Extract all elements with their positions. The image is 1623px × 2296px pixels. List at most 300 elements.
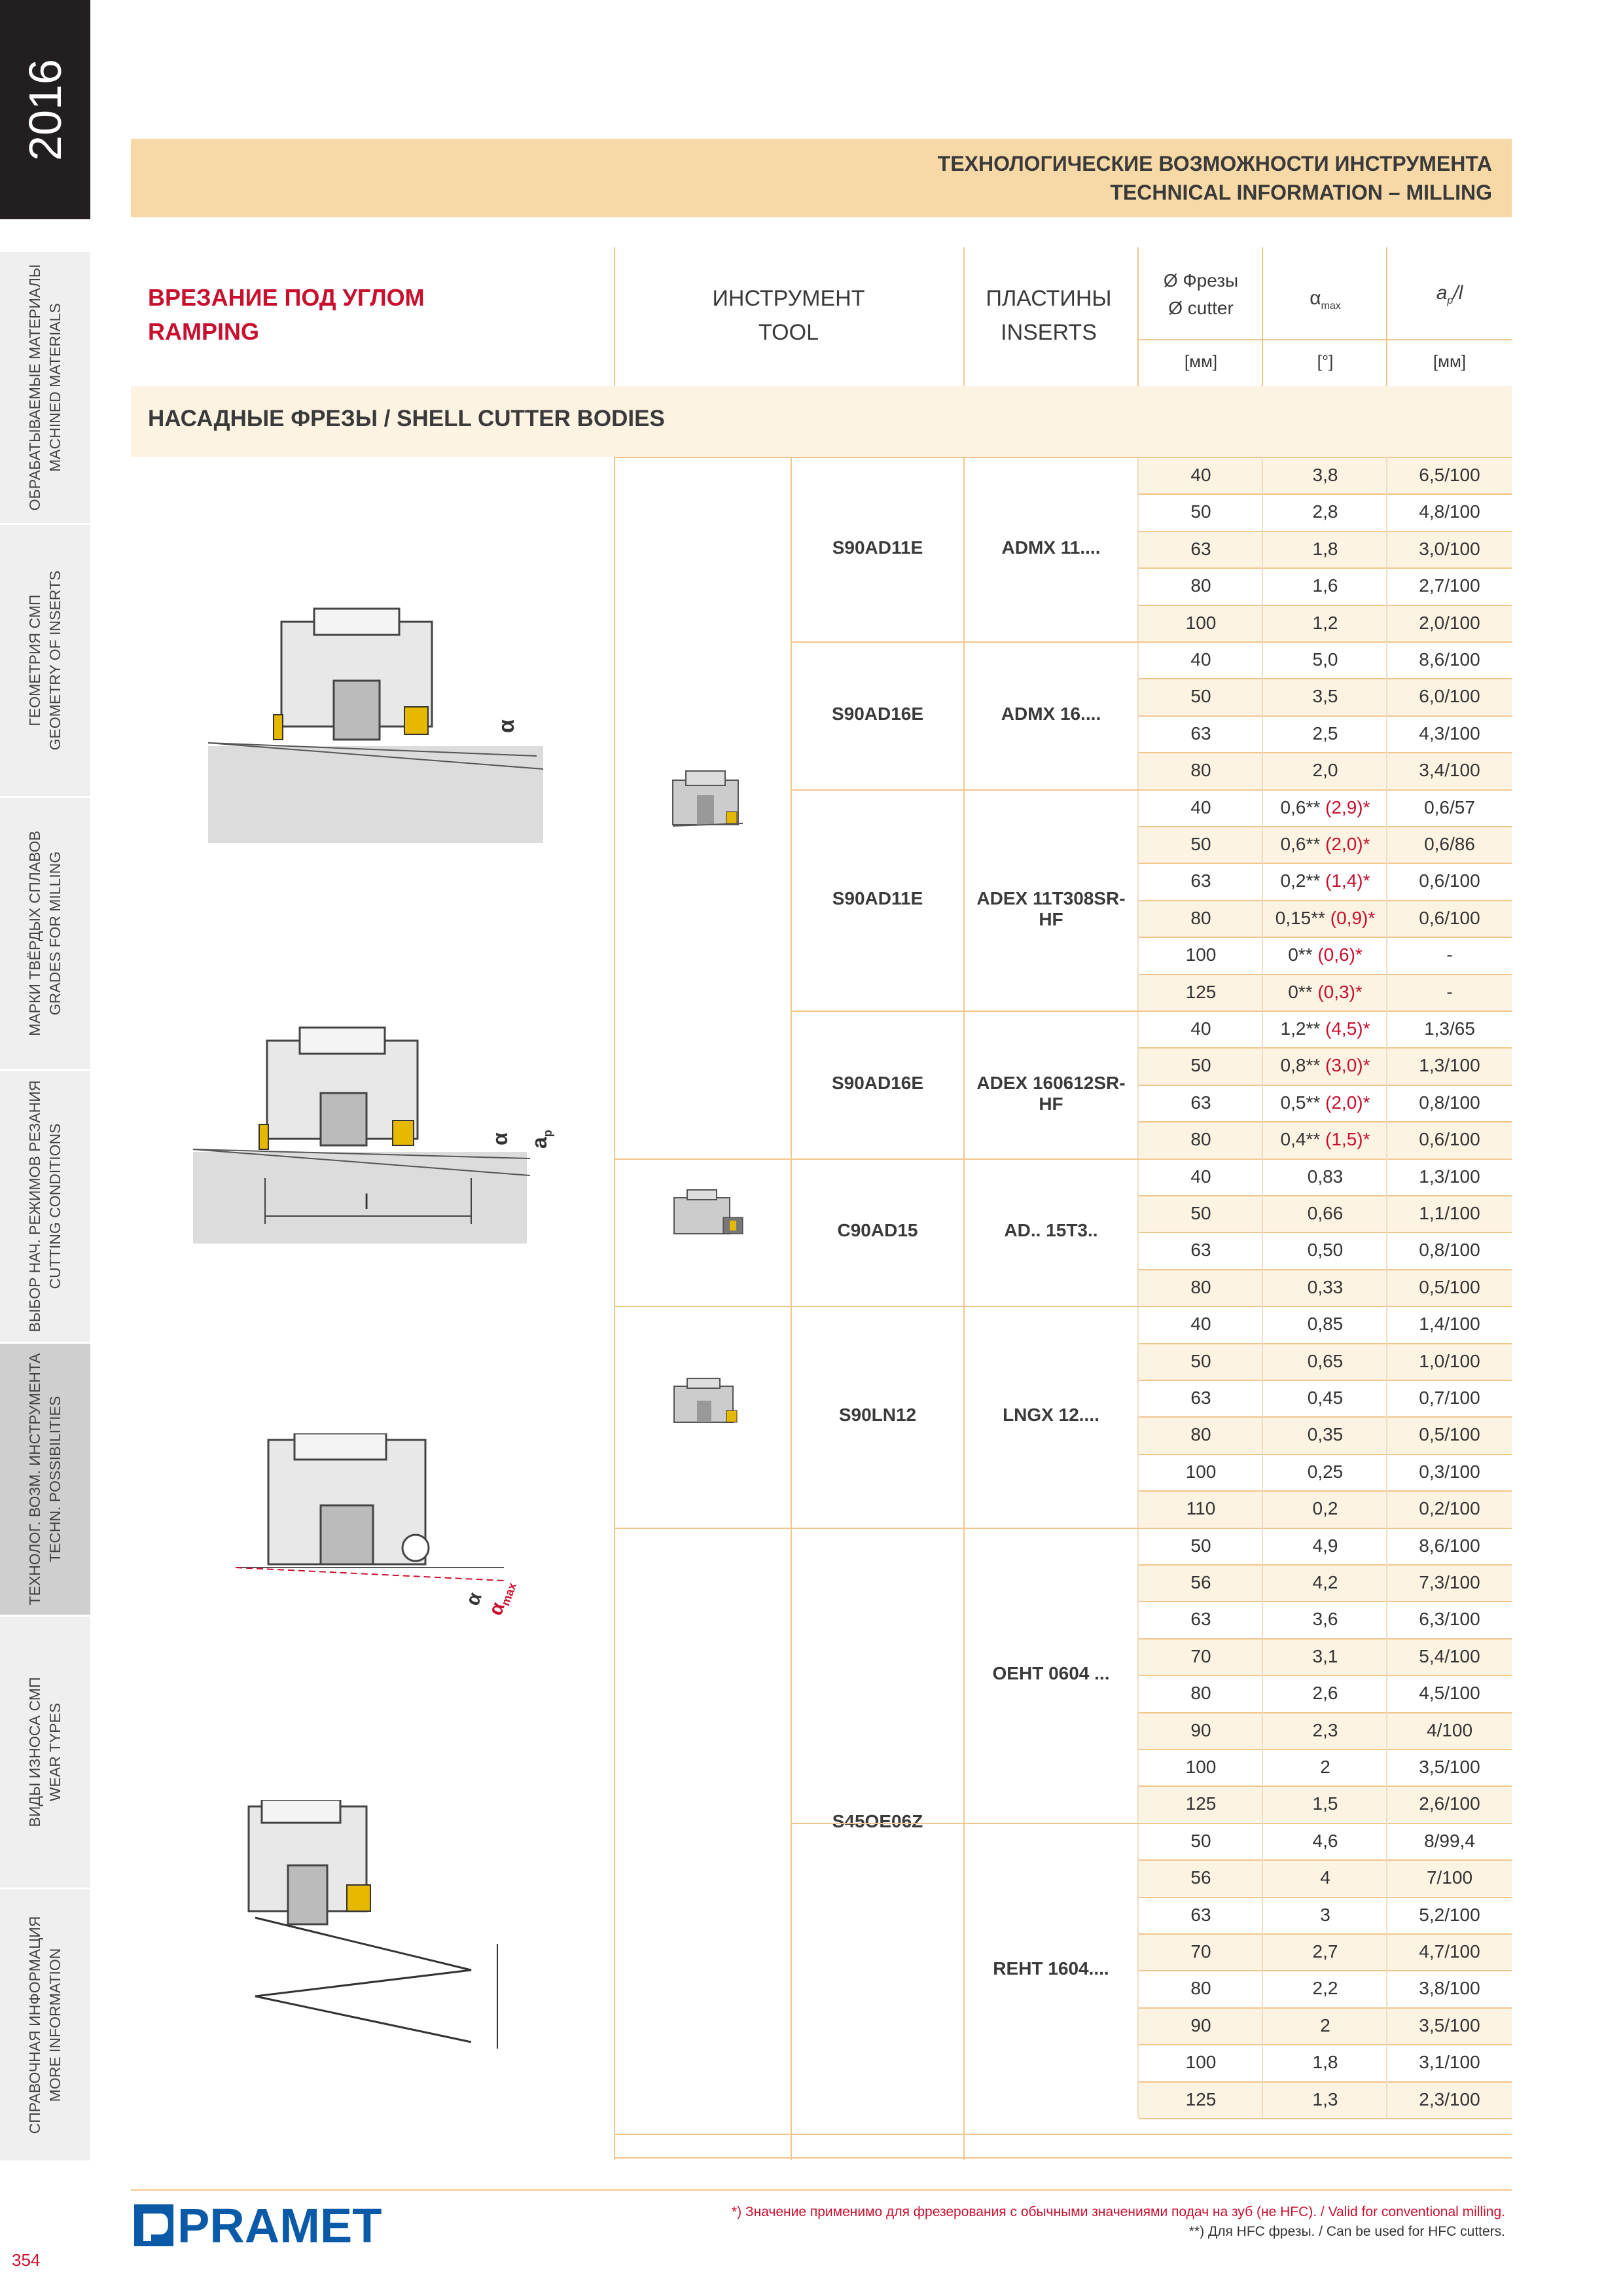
alpha-value: 2 xyxy=(1320,1757,1330,1777)
cell-diameter: 70 xyxy=(1190,1941,1211,1962)
cell-ap-l: 0,6/100 xyxy=(1419,870,1480,891)
alpha-value: 0,6** xyxy=(1280,797,1326,817)
grid-line xyxy=(1139,2118,1512,2119)
cell-ap-l: 0,3/100 xyxy=(1419,1461,1480,1482)
cell-ap-l: 4,7/100 xyxy=(1419,1941,1480,1962)
header-band xyxy=(131,139,1512,217)
tab-label-ru: ВЫБОР НАЧ. РЕЖИМОВ РЕЗАНИЯ xyxy=(26,1080,43,1333)
alpha-value: 2 xyxy=(1320,2015,1330,2036)
grid-line xyxy=(792,789,1139,791)
grid-line xyxy=(1139,2081,1512,2083)
cell-ap-l: - xyxy=(1446,981,1453,1002)
ramping-diagram-1 xyxy=(196,602,563,851)
alpha-value: 1,6 xyxy=(1312,575,1338,596)
grid-line xyxy=(1139,339,1512,340)
cell-alpha xyxy=(1263,1416,1387,1453)
cell-alpha xyxy=(1263,715,1387,752)
cell-diameter: 50 xyxy=(1190,834,1211,854)
grid-line xyxy=(1139,1785,1512,1787)
cell-diameter: 63 xyxy=(1190,870,1211,891)
cell-ap-l: 7,3/100 xyxy=(1419,1572,1480,1592)
alpha-value: 3,1 xyxy=(1312,1645,1338,1666)
ap-symbol: a xyxy=(1436,282,1448,304)
table-row xyxy=(1139,863,1512,899)
cell-diameter: 40 xyxy=(1190,797,1211,817)
cell-diameter: 80 xyxy=(1190,1978,1211,1999)
grid-line xyxy=(792,1158,1139,1160)
table-row xyxy=(1139,1047,1512,1084)
table-row xyxy=(1139,641,1512,678)
cell-diameter: 50 xyxy=(1190,1055,1211,1076)
grid-line xyxy=(1386,247,1387,386)
cell-alpha xyxy=(1263,1749,1387,1785)
cell-diameter: 56 xyxy=(1190,1867,1211,1888)
cell-alpha xyxy=(1263,1785,1387,1822)
cell-diameter: 63 xyxy=(1190,1240,1211,1261)
grid-line xyxy=(1139,1195,1512,1196)
alpha-value: 0,35 xyxy=(1307,1424,1344,1445)
grid-line xyxy=(614,2134,1512,2135)
cell-diameter: 63 xyxy=(1190,1388,1211,1408)
unit-alpha: [°] xyxy=(1317,351,1334,371)
alpha-value: 0,66 xyxy=(1307,1203,1344,1223)
alpha-value: 0,15** xyxy=(1275,907,1330,928)
grid-line xyxy=(1139,1490,1512,1492)
table-row xyxy=(1139,1306,1512,1342)
table-row xyxy=(1139,752,1512,789)
cell-alpha xyxy=(1263,1638,1387,1675)
cell-alpha xyxy=(1263,457,1387,493)
cell-ap-l: 3,4/100 xyxy=(1419,760,1480,781)
cell-alpha xyxy=(1263,974,1387,1011)
cell-diameter: 80 xyxy=(1190,1424,1211,1445)
table-row xyxy=(1139,1823,1512,1859)
cell-alpha xyxy=(1263,2007,1387,2044)
grid-line xyxy=(1139,1897,1512,1898)
table-row xyxy=(1139,1638,1512,1675)
grid-line xyxy=(1262,457,1263,2118)
table-row xyxy=(1139,1232,1512,1268)
grid-line xyxy=(1139,1528,1512,1529)
grid-line xyxy=(1139,1601,1512,1602)
diagram-label-alpha-3: α xyxy=(461,1589,486,1609)
alpha-symbol: α xyxy=(1310,287,1321,309)
tab-label-ru: ОБРАБАТЫВАЕМЫЕ МАТЕРИАЛЫ xyxy=(26,264,43,511)
tab-label-ru: ГЕОМЕТРИЯ СМП xyxy=(26,594,43,726)
col-head-inserts-en: INSERTS xyxy=(1001,320,1097,345)
cell-diameter: 63 xyxy=(1190,538,1211,559)
grid-line xyxy=(1386,457,1387,2118)
cell-ap-l: 3,8/100 xyxy=(1419,1978,1480,1999)
cell-diameter: 100 xyxy=(1185,2052,1217,2073)
tab-label-ru: ТЕХНОЛОГ. ВОЗМ. ИНСТРУМЕНТА xyxy=(26,1353,43,1605)
cell-ap-l: 1,4/100 xyxy=(1419,1314,1480,1335)
diagram-label-alpha-max xyxy=(485,1577,519,1619)
table-row xyxy=(1139,1712,1512,1749)
cell-alpha xyxy=(1263,1712,1387,1749)
cell-alpha xyxy=(1263,863,1387,899)
grid-line xyxy=(1139,1859,1512,1861)
cell-alpha xyxy=(1263,641,1387,678)
grid-line xyxy=(1139,1675,1512,1676)
table-row xyxy=(1139,1085,1512,1121)
cell-ap-l: 1,3/65 xyxy=(1424,1018,1475,1039)
cell-alpha xyxy=(1263,1933,1387,1970)
grid-line xyxy=(615,1528,792,1529)
ramping-diagram-4 xyxy=(223,1800,530,2049)
grid-line xyxy=(792,1528,1139,1529)
cell-diameter: 40 xyxy=(1190,1166,1211,1187)
group-insert: AD.. 15T3.. xyxy=(1004,1220,1098,1241)
sidebar-tab-materials[interactable] xyxy=(0,252,90,523)
grid-line xyxy=(1139,457,1512,458)
cell-ap-l: 0,6/100 xyxy=(1419,1129,1480,1150)
alpha-conventional-value: (0,3)* xyxy=(1317,981,1363,1002)
alpha-value: 2,6 xyxy=(1312,1683,1338,1704)
grid-line xyxy=(1139,2044,1512,2045)
grid-line xyxy=(1139,2007,1512,2009)
cell-ap-l: 0,6/86 xyxy=(1424,834,1475,854)
alpha-value: 3,8 xyxy=(1312,465,1338,485)
cell-alpha xyxy=(1263,605,1387,641)
section-title-en: RAMPING xyxy=(148,318,259,345)
cell-ap-l: 3,5/100 xyxy=(1419,1757,1480,1777)
cell-ap-l: 6,3/100 xyxy=(1419,1609,1480,1630)
cell-ap-l: 8/99,4 xyxy=(1424,1830,1475,1851)
table-row xyxy=(1139,567,1512,604)
table-row xyxy=(1139,1195,1512,1232)
col-head-alpha xyxy=(1263,281,1387,323)
grid-line xyxy=(1139,1564,1512,1566)
alpha-value: 0** xyxy=(1288,981,1318,1002)
tab-label-en: GRADES FOR MILLING xyxy=(46,851,63,1016)
grid-line xyxy=(1139,900,1512,901)
cell-diameter: 80 xyxy=(1190,907,1211,928)
cell-diameter: 125 xyxy=(1185,981,1217,1002)
grid-line xyxy=(1262,247,1263,386)
grid-line xyxy=(615,457,792,458)
alpha-value: 1,2** xyxy=(1280,1018,1326,1039)
grid-line xyxy=(1139,1158,1512,1160)
grid-line xyxy=(1139,1970,1512,1971)
grid-line xyxy=(1139,1638,1512,1640)
cell-alpha xyxy=(1263,1897,1387,1933)
grid-line xyxy=(1139,1343,1512,1344)
group-insert: ADMX 11.... xyxy=(1001,537,1101,558)
cell-diameter: 80 xyxy=(1190,1129,1211,1150)
cell-ap-l: 1,3/100 xyxy=(1419,1166,1480,1187)
footer-rule xyxy=(131,2189,1512,2191)
cell-alpha xyxy=(1263,1675,1387,1712)
cell-ap-l: 5,4/100 xyxy=(1419,1645,1480,1666)
group-insert: ADEX 11T308SR-HF xyxy=(976,888,1126,929)
grid-line xyxy=(1139,1047,1512,1049)
cell-diameter: 56 xyxy=(1190,1572,1211,1592)
grid-line xyxy=(615,1306,792,1307)
cell-ap-l: 3,1/100 xyxy=(1419,2052,1480,2073)
table-row xyxy=(1139,1380,1512,1416)
cell-diameter: 50 xyxy=(1190,1203,1211,1223)
alpha-conventional-value: (0,6)* xyxy=(1317,944,1363,965)
cell-ap-l: 0,8/100 xyxy=(1419,1092,1480,1113)
cell-diameter: 100 xyxy=(1185,612,1217,633)
tab-label-ru: МАРКИ ТВЁРДЫХ СПЛАВОВ xyxy=(26,831,43,1036)
col-head-dia-en: Ø cutter xyxy=(1168,298,1234,318)
alpha-value: 0** xyxy=(1288,944,1318,965)
cell-ap-l: 1,1/100 xyxy=(1419,1203,1480,1223)
cell-diameter: 100 xyxy=(1185,1757,1217,1777)
grid-line xyxy=(1139,789,1512,791)
cell-diameter: 80 xyxy=(1190,1276,1211,1297)
grid-line xyxy=(1139,826,1512,827)
alpha-value: 4,2 xyxy=(1312,1572,1338,1592)
grid-line xyxy=(1139,567,1512,569)
alpha-value: 0,45 xyxy=(1307,1388,1344,1408)
table-row xyxy=(1139,2081,1512,2118)
sidebar-tab-wear-types[interactable] xyxy=(0,1617,90,1888)
grid-line xyxy=(614,2157,1512,2159)
cell-ap-l: 2,3/100 xyxy=(1419,2089,1480,2109)
unit-dia: [мм] xyxy=(1184,351,1218,371)
cell-diameter: 40 xyxy=(1190,465,1211,485)
cell-diameter: 125 xyxy=(1185,2089,1217,2109)
table-row xyxy=(1139,2007,1512,2044)
alpha-value: 1,2 xyxy=(1312,612,1338,633)
cell-ap-l: 3,0/100 xyxy=(1419,538,1480,559)
diagram-label-l: l xyxy=(364,1190,369,1213)
table-row xyxy=(1139,1933,1512,1970)
table-row xyxy=(1139,900,1512,937)
cell-alpha xyxy=(1263,1232,1387,1268)
alpha-value: 1,5 xyxy=(1312,1793,1338,1814)
grid-line xyxy=(1139,1011,1512,1012)
grid-line xyxy=(1137,457,1139,2118)
cell-ap-l: 6,0/100 xyxy=(1419,686,1480,707)
cell-ap-l: 3,5/100 xyxy=(1419,2015,1480,2036)
alpha-value: 2,2 xyxy=(1312,1978,1338,1999)
col-head-dia-ru: Ø Фрезы xyxy=(1163,270,1239,291)
grid-line xyxy=(614,247,615,386)
alpha-sub: max xyxy=(1321,300,1341,312)
group-insert: OEHT 0604 ... xyxy=(992,1663,1110,1684)
tool-thumbnail-s90ad xyxy=(661,766,753,841)
cell-ap-l: 8,6/100 xyxy=(1419,649,1480,670)
ap-sub-label: p xyxy=(541,1130,554,1138)
grid-line xyxy=(1139,863,1512,864)
table-row xyxy=(1139,1454,1512,1490)
cell-diameter: 100 xyxy=(1185,1461,1217,1482)
ap-rest: /l xyxy=(1453,282,1463,304)
cell-ap-l: 0,5/100 xyxy=(1419,1424,1480,1445)
col-head-tool-en: TOOL xyxy=(758,320,819,345)
alpha-value: 4,6 xyxy=(1312,1830,1338,1851)
alpha-value: 0,5** xyxy=(1280,1092,1326,1113)
alpha-value: 4,9 xyxy=(1312,1535,1338,1556)
tab-label-en: MACHINED MATERIALS xyxy=(46,303,63,472)
group-tool: S45OE06Z xyxy=(832,1810,923,1831)
cell-alpha xyxy=(1263,1490,1387,1527)
group-tool: S90AD16E xyxy=(831,1072,924,1093)
alpha-value: 3 xyxy=(1320,1904,1330,1925)
alpha-value: 0,25 xyxy=(1307,1461,1344,1482)
footnote-2: **) Для HFC фрезы. / Can be used for HFC cutters. xyxy=(1188,2224,1505,2239)
ramping-diagram-2 xyxy=(190,1021,569,1257)
logo-text: PRAMET xyxy=(177,2199,382,2251)
page-number: 354 xyxy=(12,2250,41,2270)
cell-diameter: 80 xyxy=(1190,1683,1211,1704)
group-tool: S90AD11E xyxy=(832,888,923,908)
cell-diameter: 80 xyxy=(1190,575,1211,596)
table-row xyxy=(1139,1785,1512,1822)
grid-line xyxy=(1139,641,1512,643)
grid-line xyxy=(1139,1416,1512,1418)
grid-line xyxy=(1139,715,1512,717)
alpha-conventional-value: (3,0)* xyxy=(1325,1055,1370,1076)
table-row xyxy=(1139,1343,1512,1380)
cell-ap-l: 0,2/100 xyxy=(1419,1498,1480,1519)
ramping-diagram-3 xyxy=(229,1433,543,1623)
cell-diameter: 90 xyxy=(1190,2015,1211,2036)
cell-diameter: 40 xyxy=(1190,1018,1211,1039)
table-row xyxy=(1139,1528,1512,1564)
cell-alpha xyxy=(1263,1047,1387,1084)
grid-line xyxy=(1139,531,1512,532)
alpha-value: 0,50 xyxy=(1307,1240,1344,1261)
table-row xyxy=(1139,493,1512,530)
cell-ap-l: 2,7/100 xyxy=(1419,575,1480,596)
col-head-inserts-ru: ПЛАСТИНЫ xyxy=(986,286,1112,311)
cell-ap-l: - xyxy=(1446,944,1453,965)
cell-ap-l: 7/100 xyxy=(1426,1867,1473,1888)
group-insert: ADEX 160612SR-HF xyxy=(976,1072,1126,1114)
diagram-label-alpha: α xyxy=(494,719,519,733)
alpha-value: 0,2** xyxy=(1280,870,1326,891)
cell-alpha xyxy=(1263,1306,1387,1342)
col-head-inserts xyxy=(962,281,1135,350)
col-head-ap xyxy=(1387,276,1512,318)
cell-alpha xyxy=(1263,2044,1387,2081)
cell-alpha xyxy=(1263,1011,1387,1047)
cell-ap-l: 0,6/100 xyxy=(1419,907,1480,928)
cell-alpha xyxy=(1263,1454,1387,1490)
cell-diameter: 80 xyxy=(1190,760,1211,781)
cell-ap-l: 0,8/100 xyxy=(1419,1240,1480,1261)
cell-alpha xyxy=(1263,2081,1387,2118)
cell-diameter: 50 xyxy=(1190,1535,1211,1556)
grid-line xyxy=(792,641,1139,643)
cell-ap-l: 1,3/100 xyxy=(1419,1055,1480,1076)
table-row xyxy=(1139,1011,1512,1047)
table-row xyxy=(1139,1490,1512,1527)
table-row xyxy=(1139,826,1512,863)
cell-alpha xyxy=(1263,900,1387,937)
tab-label-en: MORE INFORMATION xyxy=(46,1948,63,2102)
grid-line xyxy=(1137,247,1139,386)
cell-alpha xyxy=(1263,752,1387,789)
grid-line xyxy=(1139,1712,1512,1713)
sidebar-tab-grades[interactable] xyxy=(0,798,90,1069)
table-row xyxy=(1139,457,1512,493)
cell-alpha xyxy=(1263,1528,1387,1564)
alpha-value: 2,3 xyxy=(1312,1719,1338,1740)
cell-alpha xyxy=(1263,1269,1387,1306)
cell-diameter: 110 xyxy=(1186,1498,1216,1519)
tab-label-en: GEOMETRY OF INSERTS xyxy=(46,570,63,751)
cell-ap-l: 4,8/100 xyxy=(1419,501,1480,522)
col-head-diameter xyxy=(1139,267,1263,322)
alpha-conventional-value: (4,5)* xyxy=(1325,1018,1370,1039)
alpha-value: 0,85 xyxy=(1307,1314,1344,1335)
table-row xyxy=(1139,937,1512,973)
table-row xyxy=(1139,531,1512,567)
cell-ap-l: 5,2/100 xyxy=(1419,1904,1480,1925)
alpha-value: 5,0 xyxy=(1312,649,1338,670)
cell-alpha xyxy=(1263,678,1387,715)
header-title-ru: ТЕХНОЛОГИЧЕСКИЕ ВОЗМОЖНОСТИ ИНСТРУМЕНТА xyxy=(937,152,1492,175)
year-tab xyxy=(0,0,90,219)
cell-alpha xyxy=(1263,1195,1387,1232)
grid-line xyxy=(1139,1269,1512,1270)
group-tool: S90AD16E xyxy=(831,703,924,724)
alpha-value: 0,65 xyxy=(1307,1350,1344,1371)
cell-alpha xyxy=(1263,1859,1387,1896)
grid-line xyxy=(614,457,615,2160)
grid-line xyxy=(792,1823,1139,1824)
cell-alpha xyxy=(1263,493,1387,530)
cell-ap-l: 6,5/100 xyxy=(1419,465,1480,485)
header-title-en: TECHNICAL INFORMATION – MILLING xyxy=(1110,181,1492,204)
table-row xyxy=(1139,678,1512,715)
cell-diameter: 63 xyxy=(1190,1092,1211,1113)
cell-diameter: 125 xyxy=(1185,1793,1217,1814)
alpha-conventional-value: (1,4)* xyxy=(1325,870,1370,891)
grid-line xyxy=(1139,1306,1512,1307)
grid-line xyxy=(1139,1085,1512,1086)
unit-ap: [мм] xyxy=(1433,351,1467,371)
table-row xyxy=(1139,2044,1512,2081)
table-row xyxy=(1139,1675,1512,1712)
tab-label-ru: ВИДЫ ИЗНОСА СМП xyxy=(26,1677,43,1827)
cell-alpha xyxy=(1263,1601,1387,1638)
grid-line xyxy=(792,1011,1139,1012)
group-tool: C90AD15 xyxy=(837,1220,918,1241)
grid-line xyxy=(792,1306,1139,1307)
sidebar-tab-geometry[interactable] xyxy=(0,525,90,796)
alpha-value: 1,8 xyxy=(1312,538,1338,559)
tool-thumbnail-c90ad15 xyxy=(661,1185,753,1247)
alpha-value: 1,8 xyxy=(1312,2052,1338,2073)
alpha-value: 0,4** xyxy=(1280,1129,1326,1150)
table-row xyxy=(1139,1564,1512,1601)
cell-alpha xyxy=(1263,826,1387,863)
group-insert: REHT 1604.... xyxy=(993,1958,1109,1979)
group-insert: LNGX 12.... xyxy=(1003,1405,1099,1426)
cell-alpha xyxy=(1263,1343,1387,1380)
alpha-max-main: α xyxy=(484,1599,509,1619)
cell-diameter: 50 xyxy=(1190,1350,1211,1371)
cell-alpha xyxy=(1263,1121,1387,1158)
grid-line xyxy=(1139,937,1512,938)
cell-ap-l: 4/100 xyxy=(1426,1719,1473,1740)
cell-diameter: 90 xyxy=(1190,1719,1211,1740)
cell-alpha xyxy=(1263,1823,1387,1859)
grid-line xyxy=(615,1158,792,1160)
sidebar-tab-techn-possibilities[interactable] xyxy=(0,1344,90,1615)
grid-line xyxy=(1139,1121,1512,1122)
cell-ap-l: 0,5/100 xyxy=(1419,1276,1480,1297)
sidebar-tab-more-info[interactable] xyxy=(0,1890,90,2161)
sidebar-tab-cutting-conditions[interactable] xyxy=(0,1071,90,1342)
